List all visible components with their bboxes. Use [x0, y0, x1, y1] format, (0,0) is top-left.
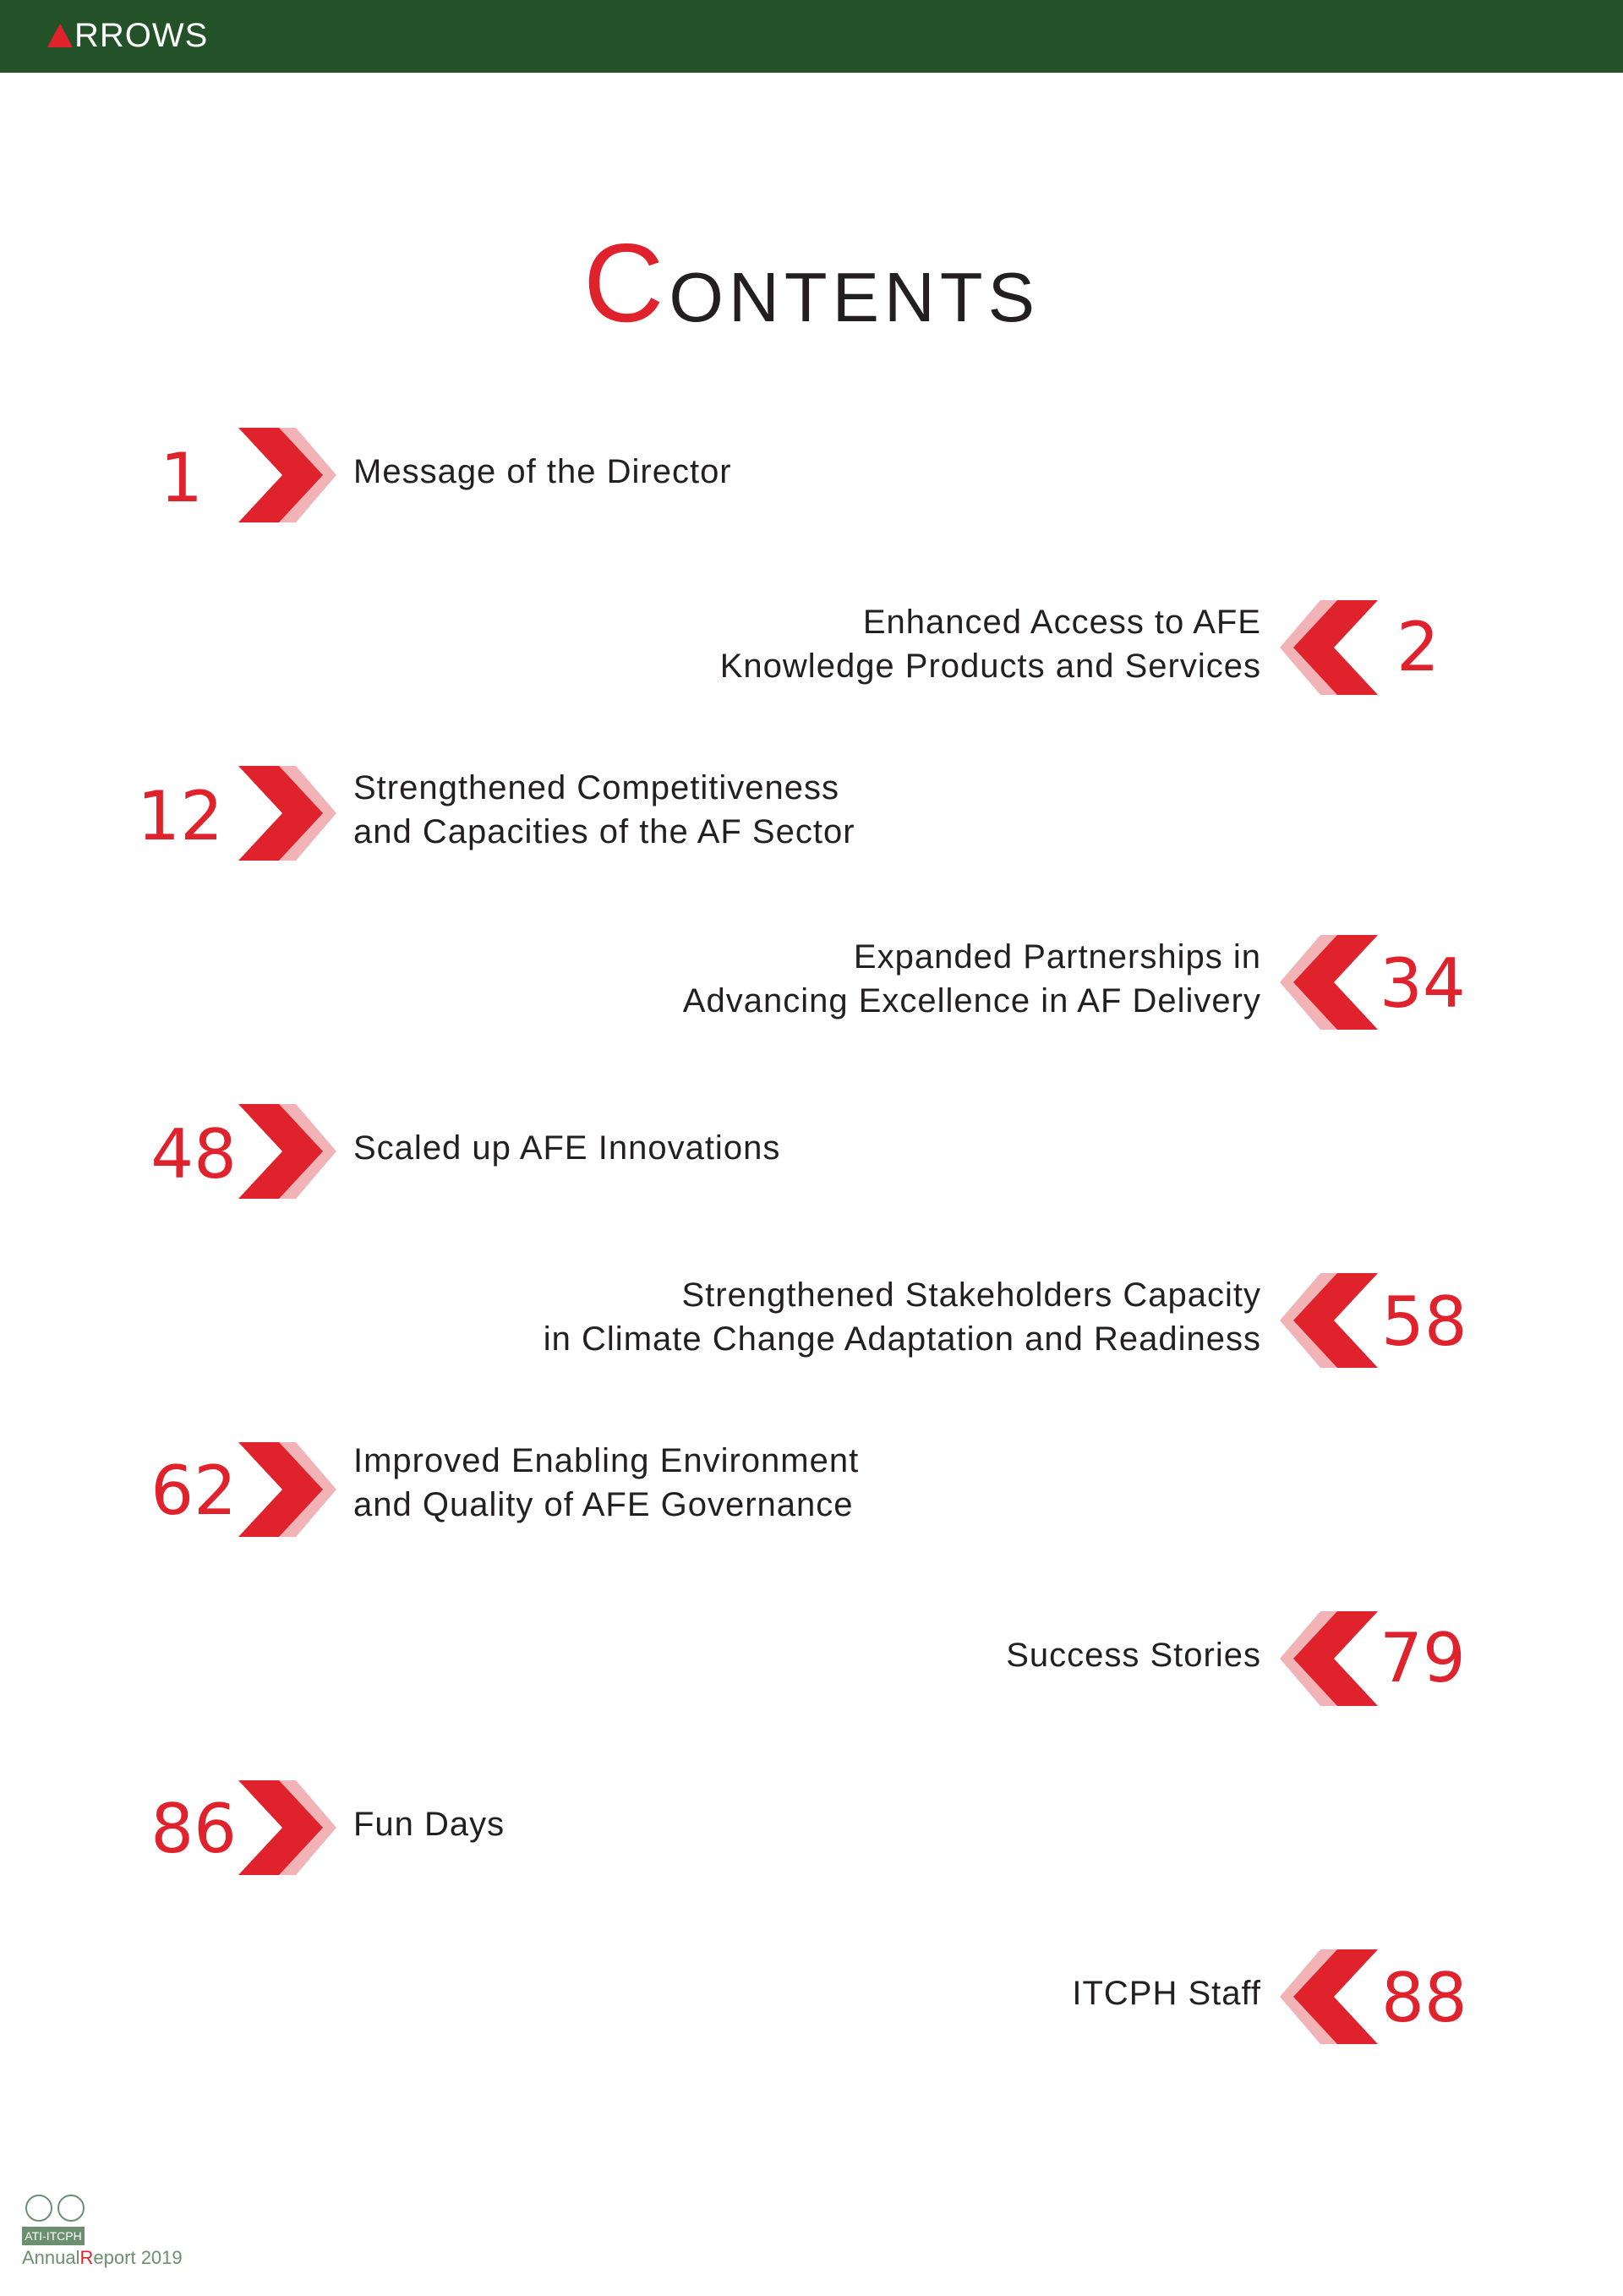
toc-page-number[interactable]: 34	[1380, 944, 1466, 1023]
toc-entry[interactable]	[1006, 1633, 1261, 1677]
chevron-right-icon	[238, 1442, 338, 1537]
toc-page-number[interactable]: 1	[160, 439, 203, 517]
toc-entry-line: Improved Enabling Environment	[353, 1442, 860, 1479]
chevron-right-icon	[238, 766, 338, 861]
itcph-seal-icon	[57, 2195, 85, 2222]
toc-entry[interactable]	[353, 450, 732, 494]
toc-entry[interactable]	[353, 1802, 505, 1846]
chevron-right-icon	[238, 1104, 338, 1199]
chevron-left-icon	[1278, 1611, 1378, 1706]
toc-entry-line: Strengthened Stakeholders Capacity	[681, 1276, 1261, 1314]
toc-page-number[interactable]: 48	[150, 1115, 237, 1194]
toc-entry-line: Scaled up AFE Innovations	[353, 1129, 781, 1167]
brand-logo	[47, 15, 208, 56]
page-title-first-letter: C	[583, 221, 669, 346]
page-title	[0, 219, 1623, 347]
toc-entry-line: Fun Days	[353, 1806, 505, 1843]
footer-emblems	[25, 2195, 208, 2222]
toc-entry[interactable]	[720, 600, 1261, 688]
toc-page-number[interactable]: 88	[1381, 1959, 1467, 2037]
toc-entry-line: and Quality of AFE Governance	[353, 1486, 854, 1523]
chevron-left-icon	[1278, 1949, 1378, 2044]
arrow-icon	[47, 24, 73, 47]
toc-entry-line: Message of the Director	[353, 453, 732, 490]
toc-entry[interactable]	[353, 766, 855, 854]
toc-page-number[interactable]: 79	[1380, 1619, 1466, 1697]
toc-entry-line: Knowledge Products and Services	[719, 648, 1261, 685]
header-bar	[0, 0, 1623, 73]
chevron-left-icon	[1278, 600, 1378, 695]
toc-entry[interactable]	[353, 1126, 780, 1170]
footer-annual: Annual	[22, 2247, 80, 2268]
footer-report-rest: eport	[93, 2247, 136, 2268]
brand-text: RROWS	[74, 16, 209, 54]
toc-entry-line: and Capacities of the AF Sector	[353, 813, 855, 850]
toc-page-number[interactable]: 58	[1381, 1282, 1467, 1361]
toc-entry[interactable]	[1072, 1971, 1261, 2015]
toc-entry[interactable]	[353, 1439, 859, 1527]
toc-entry-line: Success Stories	[1006, 1637, 1261, 1674]
toc-entry-line: in Climate Change Adaptation and Readiness	[543, 1320, 1261, 1358]
toc-entry-line: Expanded Partnerships in	[853, 938, 1261, 976]
toc-page-number[interactable]: 12	[137, 777, 223, 856]
page-title-rest: ontents	[669, 232, 1040, 344]
chevron-left-icon	[1278, 1273, 1378, 1368]
toc-entry-line: Strengthened Competitiveness	[353, 769, 839, 806]
toc-entry-line: Advancing Excellence in AF Delivery	[682, 982, 1261, 1020]
toc-entry[interactable]	[683, 935, 1261, 1023]
chevron-left-icon	[1278, 935, 1378, 1030]
agency-seal-icon	[25, 2195, 52, 2222]
toc-entry[interactable]	[544, 1273, 1261, 1361]
footer-logo	[22, 2195, 208, 2288]
toc-entry-line: ITCPH Staff	[1072, 1975, 1261, 2012]
toc-page-number[interactable]: 2	[1396, 608, 1440, 686]
toc-page-number[interactable]: 62	[150, 1451, 237, 1530]
chevron-right-icon	[238, 428, 338, 522]
footer-year: 2019	[140, 2247, 183, 2268]
toc-page-number[interactable]: 86	[150, 1790, 237, 1868]
footer-report-title	[22, 2247, 208, 2269]
footer-org-band: ATI-ITCPH	[22, 2227, 85, 2245]
footer-report-initial: R	[79, 2247, 94, 2268]
toc-entry-line: Enhanced Access to AFE	[862, 604, 1261, 641]
chevron-right-icon	[238, 1780, 338, 1875]
